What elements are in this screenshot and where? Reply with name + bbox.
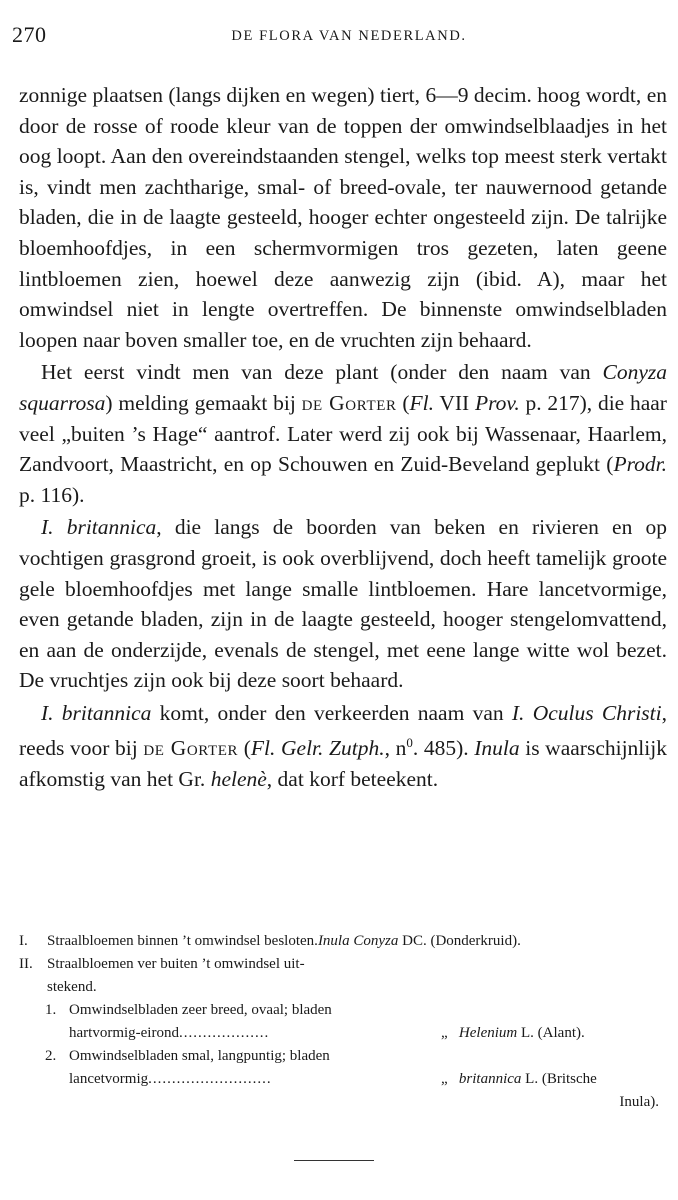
key-description: Straalbloemen binnen ’t omwindsel besloten. xyxy=(47,933,318,949)
key-row xyxy=(19,930,667,953)
key-result-common: L. (Alant). xyxy=(517,1025,585,1041)
end-rule xyxy=(294,1160,374,1161)
key-description-text: lancetvormig xyxy=(69,1071,149,1087)
page-number: 270 xyxy=(12,22,47,47)
greek-word: helenè xyxy=(210,767,267,792)
key-description: stekend. xyxy=(47,979,97,995)
genus-name: Inula xyxy=(474,736,520,761)
paragraph-text: komt, onder den verkeerden naam van xyxy=(151,700,512,725)
key-text xyxy=(47,930,521,953)
key-result xyxy=(441,1068,597,1091)
key-result-common: DC. (Donderkruid). xyxy=(398,933,521,949)
author-name: de Gorter xyxy=(301,390,397,415)
species-name: I. britannica xyxy=(41,515,157,540)
ditto-mark: „ xyxy=(441,1071,448,1087)
paragraph-text: zonnige plaatsen (langs dijken en wegen) tiert, 6—9 decim. hoog wordt, en door de rosse of roode kleur van de toppen der omwindselblaadjes in het oog loopt. Aan den overeindstaanden stengel, welks top meest sterk vertakt is, vindt men zachtharige, smal- of breed-ovale, ter nauwernood getande bladen, die in de laagte gesteeld, hooger echter ongesteeld zijn. De talrijke bloemhoofdjes, in een schermvormigen tros gezeten, laten geene lintbloemen zien, hoewel deze aanwezig zijn (ibid. A), maar het omwindsel niet in lengte overtreffen. De binnenste omwindselbladen loopen naar boven smaller toe, en de vruchten zijn behaard. xyxy=(19,83,667,352)
key-result-species: britannica xyxy=(458,1071,522,1087)
citation-title: Prodr. xyxy=(613,452,667,477)
key-row xyxy=(19,999,667,1022)
paragraph-text: , die langs de boorden van beken en rivieren en op vochtigen grasgrond groeit, is ook overblijvend, doch heeft tamelijk groote gele bloemhoofdjes met lange smalle lintbloemen. Hare lancetvormige, even getande bladen, zijn in de laagte gesteeld, hooger stengelomvattend, en aan de onderzijde, evenals de stengel, met eene lange witte wol bezet. De vruchtjes zijn ook bij deze soort behaard. xyxy=(19,515,667,693)
species-name: I. Oculus Christi xyxy=(511,700,662,725)
species-name: I. britannica xyxy=(41,700,152,725)
paragraph-text: . 485). xyxy=(412,736,475,761)
paragraph-text: ) melding gemaakt bij xyxy=(105,390,302,415)
key-leader-dots: .......................... xyxy=(148,1071,272,1087)
key-row xyxy=(19,1022,667,1045)
author-name: de Gorter xyxy=(143,736,239,761)
key-description: Omwindselbladen smal, langpuntig; bladen xyxy=(69,1048,330,1064)
key-row xyxy=(19,1045,667,1068)
key-row xyxy=(19,1068,667,1091)
key-result-common: Inula). xyxy=(619,1094,659,1110)
paragraph-text: , dat korf beteekent. xyxy=(266,767,439,792)
key-result xyxy=(441,1022,585,1045)
key-result-common: L. (Britsche xyxy=(521,1071,597,1087)
key-description-text: hartvormig-eirond xyxy=(69,1025,179,1041)
paragraph-text: , n xyxy=(384,736,407,761)
body-text xyxy=(19,80,667,797)
key-number: 2. xyxy=(45,1048,57,1064)
paragraph-history xyxy=(19,357,667,510)
paragraph-text: ( xyxy=(396,390,410,415)
key-number: 1. xyxy=(45,1002,57,1018)
key-result-species: Helenium xyxy=(458,1025,518,1041)
key-description xyxy=(69,1022,269,1045)
paragraph-britannica xyxy=(19,512,667,696)
key-row xyxy=(19,1091,667,1114)
paragraph-text: p. 116). xyxy=(19,482,85,507)
citation-title: Fl. xyxy=(409,390,434,415)
identification-key xyxy=(19,930,667,1114)
paragraph-text: ( xyxy=(238,736,251,761)
paragraph-continuation xyxy=(19,80,667,355)
key-leader-dots: ................... xyxy=(178,1025,270,1041)
key-result-species: Inula Conyza xyxy=(317,933,399,949)
key-number: I. xyxy=(19,933,28,949)
citation-title: Fl. Gelr. Zutph. xyxy=(250,736,385,761)
paragraph-text: Het eerst vindt men van deze plant (onder den naam van xyxy=(41,360,603,385)
key-row xyxy=(19,976,667,999)
key-description: Straalbloemen ver buiten ’t omwindsel uit- xyxy=(47,956,305,972)
key-row xyxy=(19,953,667,976)
citation-title: Prov. xyxy=(474,390,520,415)
running-head: DE FLORA VAN NEDERLAND. xyxy=(231,28,467,44)
paragraph-text: VII xyxy=(433,390,475,415)
paragraph-text: , reeds voor bij xyxy=(19,700,667,761)
page-header xyxy=(12,22,666,52)
paragraph-text: is waarschijnlijk afkomstig van het Gr. xyxy=(19,736,667,792)
key-description: Omwindselbladen zeer breed, ovaal; bladen xyxy=(69,1002,332,1018)
key-description xyxy=(69,1068,272,1091)
key-number: II. xyxy=(19,956,33,972)
ditto-mark: „ xyxy=(441,1025,448,1041)
species-name: Conyza squarrosa xyxy=(19,360,667,415)
superscript: 0 xyxy=(406,735,413,751)
paragraph-etymology xyxy=(19,698,667,795)
paragraph-text: p. 217), die haar veel „buiten ’s Hage“ aantrof. Later werd zij ook bij Wassenaar, Haarlem, Zandvoort, Maastricht, en op Schouwen en Zuid-Beveland geplukt ( xyxy=(19,390,667,477)
